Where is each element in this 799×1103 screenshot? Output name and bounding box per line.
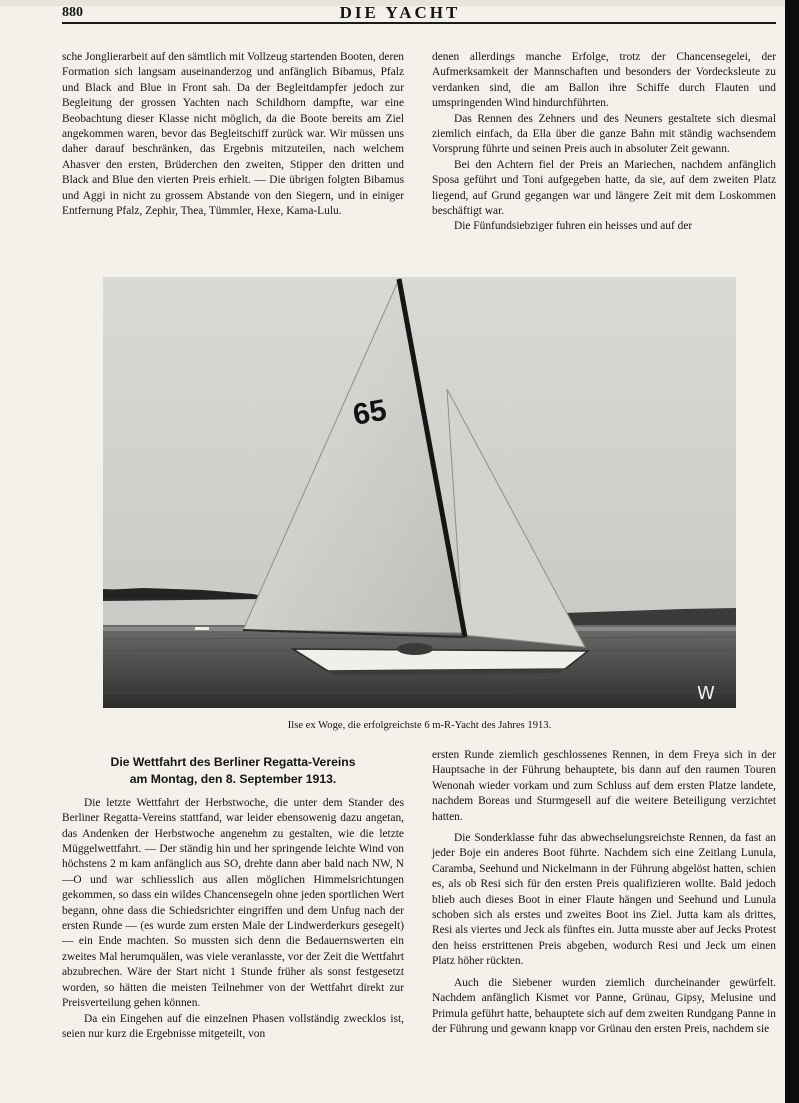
header-rule (62, 22, 776, 24)
paragraph: sche Jonglierarbeit auf den sämtlich mit Vollzeug startenden Booten, deren Formation sich langsam auseinanderzog und anfänglich Bibamus, Pfalz und Black and Blue in Front sah. Da der Begleitdampfer jedoch zur Begleitung der grossen Yachten nach Schildhorn dampfte, war eine Beobachtung dieser Klasse nicht möglich, da die Boote bereits am Ziel angekommen waren, bevor das Begleitschiff zurück war. Wir müssen uns daher darauf beschränken, das Ergebnis mitzuteilen, nach welchem Ahasver den ersten, Brüderchen den zweiten, Stipper den dritten und Black and Blue den vierten Preis erhielt. — Die übrigen folgten Bibamus und Aggi in nicht zu grossem Abstande von den Siegern, und in einiger Entfernung Pfalz, Zephir, Thea, Tümmler, Hexe, Kama-Lulu. (62, 51, 404, 218)
distant-boat (195, 627, 209, 630)
article-headline: Die Wettfahrt des Berliner Regatta-Vereins (110, 755, 356, 769)
paragraph: Da ein Eingehen auf die einzelnen Phasen vollständig zwecklos ist, seien nur kurz die Ergebnisse mitgeteilt, von (62, 1012, 404, 1040)
paragraph: denen allerdings manche Erfolge, trotz der Chancensegelei, der Aufmerksamkeit der Mannschaften und besonders der Vordecksleute zu verdanken sind, die am Ballon ihre Schiffe durch Flauten und umspringenden Wind hindurchführten. (432, 51, 776, 110)
photographer-monogram: W (697, 683, 715, 704)
paragraph: Das Rennen des Zehners und des Neuners gestaltete sich diesmal ziemlich einfach, da Ella über die ganze Bahn mit ständig wachsendem Vorsprung führte und seinen Preis auch in absoluter Zeit gewann. (432, 112, 776, 156)
sailboat-photograph (103, 277, 736, 708)
running-head: DIE YACHT (339, 3, 461, 22)
paragraph: Die Fünfundsiebziger fuhren ein heisses und auf der (454, 220, 693, 233)
paragraph: Die Sonderklasse fuhr das abwechselungsreichste Rennen, da fast an jeder Boje ein anderes Boot führte. Nachdem sich eine Zeitlang Lunula, Caramba, Seehund und Nickelmann in der Führung abgelöst hatten, schien es, als ob Resi sich für den ersten Preis qualifizieren wollte. Bald jedoch blieb auch dieses Boot in einer Flaute hängen und Seehund und Lunula schoben sich als erstes und zweites Boot ins Ziel. Jutta kam als drittes, Resi als viertes und Jeck als fünftes ein. Jutta musste aber auf Jecks Protest den heiss erstrittenen Preis abgeben, wodurch Resi und Jeck um einen Platz höher rückten. (432, 832, 776, 968)
paragraph: Auch die Siebener wurden ziemlich durcheinander gewürfelt. Nachdem anfänglich Kismet vor Panne, Grünau, Gipsy, Melusine und Primula geführt hatte, behauptete sich auf dem zweiten Rundgang Panne in der Führung und gewann knapp vor Grünau den ersten Preis, nachdem sie (432, 976, 776, 1035)
hull (293, 649, 588, 671)
crew (397, 643, 433, 655)
photo-caption: Ilse ex Woge, die erfolgreichste 6 m-R-Yacht des Jahres 1913. (287, 720, 552, 731)
column-top-left (62, 50, 404, 219)
paragraph: Bei den Achtern fiel der Preis an Mariechen, nachdem anfänglich Sposa geführt und Toni aufgegeben hatte, da sie, auf dem zweiten Platz liegend, auf Grund gegangen war und längere Zeit mit dem Loskommen beschäftigt war. (432, 158, 776, 218)
article-subheadline: am Montag, den 8. September 1913. (129, 772, 337, 787)
sail-number: 65 (350, 393, 390, 432)
paragraph: ersten Runde ziemlich geschlossenes Rennen, in dem Freya sich in der Hauptsache in der Führung behauptete, bis dann auf den raumen Touren Wenonah wieder vorkam und zum Schluss auf dem ersten Platze landete, nachdem Boreas und Sturmgesell auf die weitere Beteiligung verzichtet hatten. (432, 749, 776, 823)
page-number: 880 (62, 5, 83, 20)
column-top-right (432, 50, 776, 235)
column-bottom-right (432, 748, 776, 1037)
column-bottom-left (62, 755, 404, 1042)
sailboat-illustration (103, 277, 736, 708)
paragraph: Die letzte Wettfahrt der Herbstwoche, die unter dem Stander des Berliner Regatta-Vereins stattfand, war leider ebensowenig dazu angetan, das Andenken der Herbstwoche angenehm zu gestalten, wie die letzte Müggelwettfahrt. — Der ständig hin und her springende leichte Wind von höchstens 2 m kam anfänglich aus SO, drehte dann aber bald nach NW, N—O und war schliesslich aus allen möglichen Himmelsrichtungen gekommen, so dass ein wildes Chancensegeln ohne jeden sportlichen Wert begann, ohne dass die Schiedsrichter eingriffen und dem Unfug nach der ersten Runde — (es wurde zum ersten Male der Lindwerderkurs gesegelt) — ein Ende machten. So mussten sich denn die Bedauernswerten ein zweites Mal herumquälen, was viele veranlasste, vor der Zeit die Wettfahrt abzubrechen. Wäre der Start nicht 1 Stunde früher als sonst festgesetzt worden, so hätten die meisten Teilnehmer von der Wettfahrt direkt zur Preisverteilung gehen können. (62, 796, 404, 1010)
scan-binding-edge (785, 0, 799, 1103)
